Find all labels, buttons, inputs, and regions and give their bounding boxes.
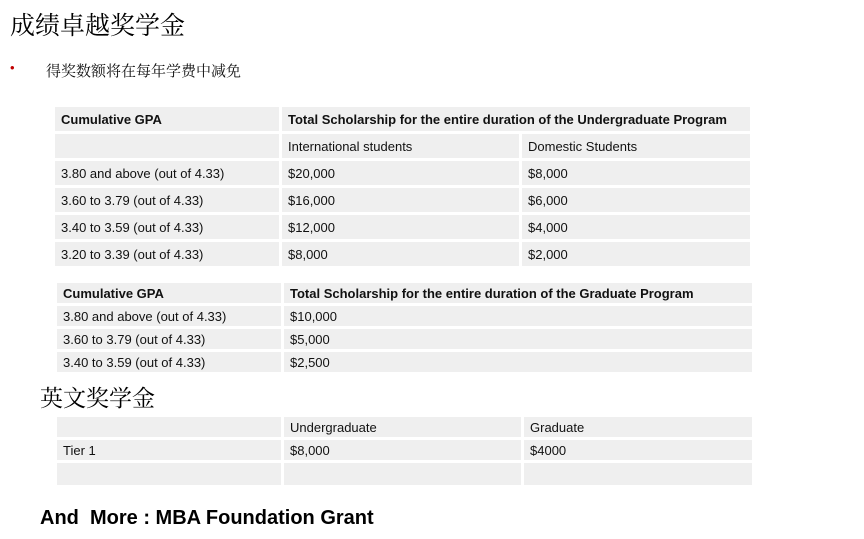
table-row — [55, 161, 750, 185]
table-subheader-row — [55, 134, 750, 158]
amount-cell: $20,000 — [282, 161, 519, 185]
amount-cell: $8,000 — [284, 440, 521, 460]
amount-cell: $2,500 — [284, 352, 752, 372]
amount-cell: $8,000 — [282, 242, 519, 266]
table-row — [55, 188, 750, 212]
undergrad-scholarship-table — [52, 104, 753, 269]
tier-cell: Tier 1 — [57, 440, 281, 460]
header-cell: Total Scholarship for the entire duration of the Undergraduate Program — [282, 107, 750, 131]
bullet-text: 得奖数额将在每年学费中减免 — [46, 63, 242, 80]
amount-cell: $8,000 — [522, 161, 750, 185]
subheader-cell: Domestic Students — [522, 134, 750, 158]
table-row — [57, 440, 752, 460]
gpa-cell: 3.40 to 3.59 (out of 4.33) — [57, 352, 281, 372]
footer-heading: And More : MBA Foundation Grant — [40, 507, 374, 529]
header-cell: Graduate — [524, 417, 752, 437]
gpa-cell: 3.60 to 3.79 (out of 4.33) — [55, 188, 279, 212]
table-row — [57, 329, 752, 349]
table-row — [55, 215, 750, 239]
empty-cell — [57, 463, 281, 485]
header-cell: Total Scholarship for the entire duration of the Graduate Program — [284, 283, 752, 303]
table-row — [57, 306, 752, 326]
empty-cell — [524, 463, 752, 485]
table-row — [55, 242, 750, 266]
amount-cell: $5,000 — [284, 329, 752, 349]
table-header-row — [55, 107, 750, 131]
grad-scholarship-table — [54, 280, 755, 375]
table-row — [57, 352, 752, 372]
gpa-cell: 3.80 and above (out of 4.33) — [55, 161, 279, 185]
header-cell: Cumulative GPA — [55, 107, 279, 131]
english-scholarship-title: 英文奖学金 — [40, 386, 155, 412]
header-cell: Cumulative GPA — [57, 283, 281, 303]
amount-cell: $2,000 — [522, 242, 750, 266]
gpa-cell: 3.60 to 3.79 (out of 4.33) — [57, 329, 281, 349]
subheader-cell: International students — [282, 134, 519, 158]
amount-cell: $10,000 — [284, 306, 752, 326]
amount-cell: $4000 — [524, 440, 752, 460]
header-cell: Undergraduate — [284, 417, 521, 437]
gpa-cell: 3.20 to 3.39 (out of 4.33) — [55, 242, 279, 266]
amount-cell: $16,000 — [282, 188, 519, 212]
gpa-cell: 3.40 to 3.59 (out of 4.33) — [55, 215, 279, 239]
empty-cell — [284, 463, 521, 485]
table-header-row — [57, 417, 752, 437]
header-cell — [57, 417, 281, 437]
subheader-cell — [55, 134, 279, 158]
english-scholarship-table — [54, 414, 755, 488]
page-title: 成绩卓越奖学金 — [10, 11, 186, 40]
amount-cell: $6,000 — [522, 188, 750, 212]
gpa-cell: 3.80 and above (out of 4.33) — [57, 306, 281, 326]
table-header-row — [57, 283, 752, 303]
bullet-dot-icon: • — [10, 60, 15, 75]
amount-cell: $4,000 — [522, 215, 750, 239]
amount-cell: $12,000 — [282, 215, 519, 239]
table-row-empty — [57, 463, 752, 485]
